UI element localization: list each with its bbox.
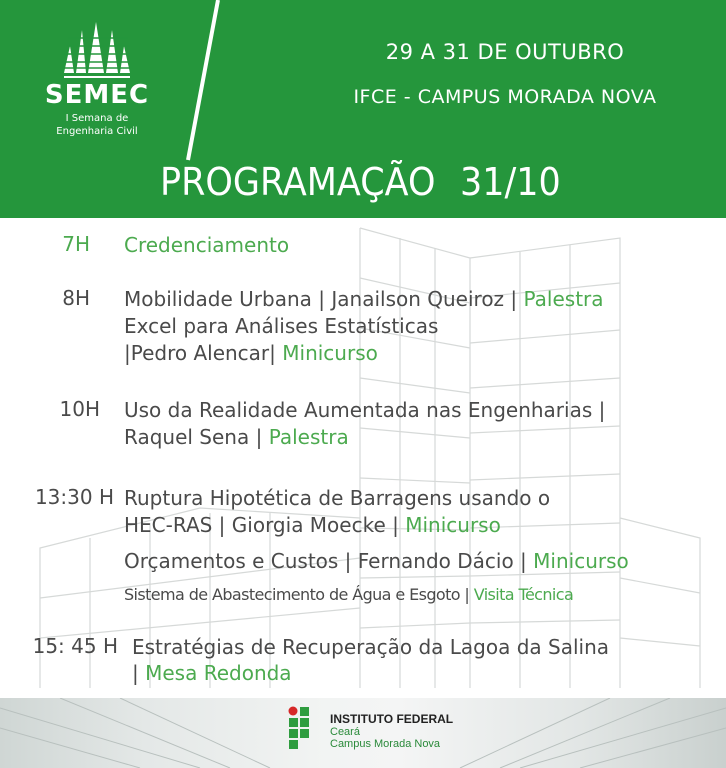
schedule-text: | bbox=[132, 661, 146, 685]
schedule-tag: Minicurso bbox=[533, 549, 629, 573]
program-title: PROGRAMAÇÃO bbox=[160, 160, 436, 204]
schedule-tag: Visita Técnica bbox=[473, 585, 574, 604]
schedule-text: Mobilidade Urbana | Janailson Queiroz | bbox=[124, 287, 524, 311]
schedule-tag: Minicurso bbox=[405, 513, 501, 537]
schedule-line bbox=[124, 424, 349, 451]
schedule-line bbox=[124, 512, 501, 539]
schedule-line bbox=[132, 660, 292, 687]
schedule-tag: Minicurso bbox=[282, 341, 378, 365]
semec-subtitle-line2: Engenharia Civil bbox=[56, 126, 138, 137]
program-date: 31/10 bbox=[460, 160, 561, 204]
schedule-line bbox=[124, 548, 629, 575]
schedule-text: Ruptura Hipotética de Barragens usando o bbox=[124, 486, 551, 510]
event-campus: IFCE - CAMPUS MORADA NOVA bbox=[353, 86, 657, 108]
schedule-text: Sistema de Abastecimento de Água e Esgoto | bbox=[124, 585, 474, 604]
semec-subtitle-line1: I Semana de bbox=[65, 113, 129, 124]
schedule-tag: Palestra bbox=[523, 287, 604, 311]
institute-name: INSTITUTO FEDERAL bbox=[330, 712, 454, 726]
schedule-tag: Mesa Redonda bbox=[145, 661, 292, 685]
schedule-text: Estratégias de Recuperação da Lagoa da Salina bbox=[132, 635, 610, 659]
schedule-line bbox=[124, 340, 378, 367]
schedule-text: HEC-RAS | Giorgia Moecke | bbox=[124, 513, 406, 537]
schedule-time: 8H bbox=[62, 286, 90, 310]
event-date-range: 29 A 31 DE OUTUBRO bbox=[385, 40, 625, 64]
schedule-text: Uso da Realidade Aumentada nas Engenharias | bbox=[124, 398, 606, 422]
institute-state: Ceará bbox=[330, 726, 360, 738]
instituto-federal-logo-icon bbox=[288, 706, 312, 750]
semec-logo-text: SEMEC bbox=[44, 80, 150, 110]
schedule-time: 13:30 H bbox=[34, 485, 114, 509]
schedule-time: 7H bbox=[62, 232, 90, 256]
institute-campus: Campus Morada Nova bbox=[330, 738, 441, 750]
institute-details bbox=[330, 726, 440, 750]
schedule-text: |Pedro Alencar| bbox=[124, 341, 283, 365]
schedule-title: Credenciamento bbox=[124, 233, 290, 257]
schedule-time: 10H bbox=[59, 397, 100, 421]
schedule-text: Raquel Sena | bbox=[124, 425, 269, 449]
schedule-line bbox=[124, 286, 604, 313]
schedule-tag: Palestra bbox=[268, 425, 349, 449]
schedule-text: Excel para Análises Estatísticas bbox=[124, 314, 439, 338]
header-banner bbox=[0, 0, 726, 218]
schedule-text: Orçamentos e Custos | Fernando Dácio | bbox=[124, 549, 534, 573]
schedule-time: 15: 45 H bbox=[32, 634, 118, 658]
schedule-line bbox=[124, 581, 573, 608]
